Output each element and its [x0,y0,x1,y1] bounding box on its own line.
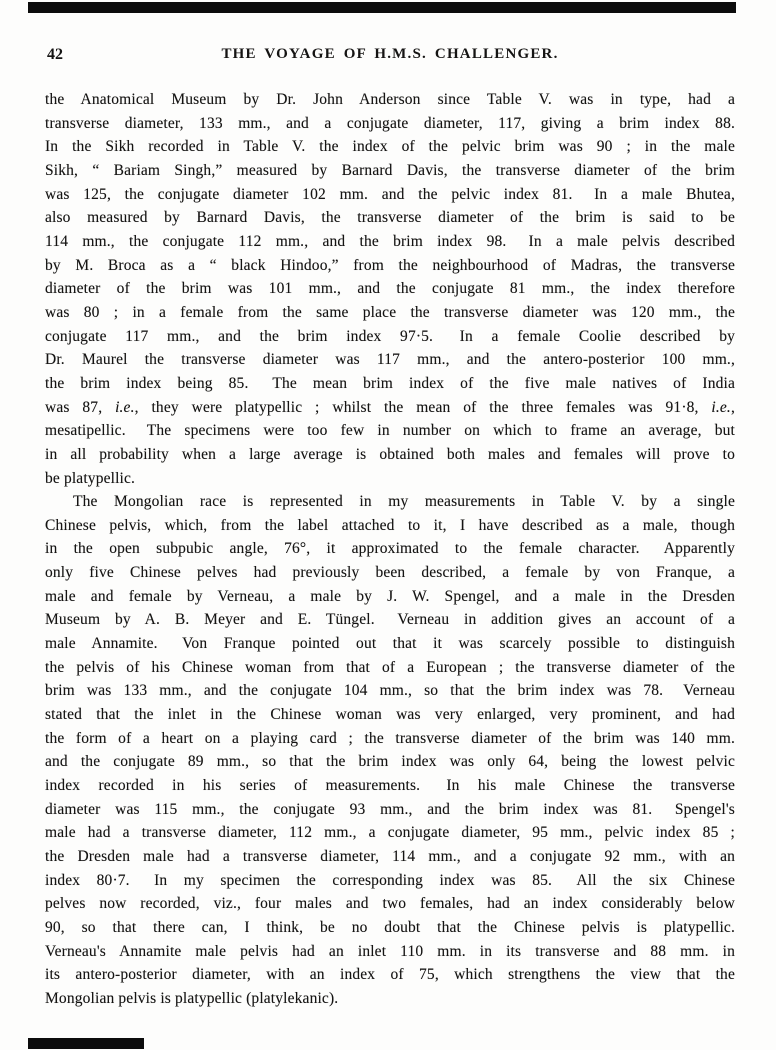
text-line: was 80 ; in a female from the same place the transverse diameter was 120 mm., the [45,303,735,321]
text-line: male Annamite. Von Franque pointed out that it was scarcely possible to distinguish [45,635,735,653]
text-line: 114 mm., the conjugate 112 mm., and the brim index 98. In a male pelvis described [45,232,735,250]
text-line: 90, so that there can, I think, be no doubt that the Chinese pelvis is platypellic. [45,918,735,936]
text-line: also measured by Barnard Davis, the transverse diameter of the brim is said to be [45,209,735,227]
text-line: and the conjugate 89 mm., so that the brim index was only 64, being the lowest pelvic [45,753,735,771]
text-line: in all probability when a large average is obtained both males and females will prove to [45,445,735,463]
text-line: Verneau's Annamite male pelvis had an inlet 110 mm. in its transverse and 88 mm. in [45,942,735,960]
text-line: Museum by A. B. Meyer and E. Tüngel. Verneau in addition gives an account of a [45,611,735,629]
text-line: Sikh, “ Bariam Singh,” measured by Barnard Davis, the transverse diameter of the brim [45,161,735,179]
text-line: index recorded in his series of measurements. In his male Chinese the transverse [45,777,735,795]
text-line: in the open subpubic angle, 76°, it approximated to the female character. Apparently [45,540,735,558]
text-line: the brim index being 85. The mean brim index of the five male natives of India [45,374,735,392]
text-line: diameter of the brim was 101 mm., and the conjugate 81 mm., the index therefore [45,280,735,298]
text-line: pelves now recorded, viz., four males and two females, had an index considerably below [45,895,735,913]
page-number: 42 [47,46,63,63]
text-line: In the Sikh recorded in Table V. the index of the pelvic brim was 90 ; in the male [45,138,735,156]
text-line: Dr. Maurel the transverse diameter was 117 mm., and the antero-posterior 100 mm., [45,351,735,369]
text-line: the form of a heart on a playing card ; the transverse diameter of the brim was 140 mm. [45,729,735,747]
page-header [45,46,735,64]
text-line: diameter was 115 mm., the conjugate 93 mm., and the brim index was 81. Spengel's [45,800,735,818]
text-line: mesatipellic. The specimens were too few in number on which to frame an average, but [45,422,735,440]
text-line: male and female by Verneau, a male by J. W. Spengel, and a male in the Dresden [45,587,735,605]
text-line: index 80·7. In my specimen the corresponding index was 85. All the six Chinese [45,871,735,889]
text-line: the pelvis of his Chinese woman from that of a European ; the transverse diameter of the [45,658,735,676]
text-line: Chinese pelvis, which, from the label attached to it, I have described as a male, though [45,516,735,534]
text-line: only five Chinese pelves had previously been described, a female by von Franque, a [45,564,735,582]
scan-artifact-bottom-bar [28,1038,144,1049]
text-line: was 125, the conjugate diameter 102 mm. and the pelvic index 81. In a male Bhutea, [45,185,735,203]
text-line: Mongolian pelvis is platypellic (platylekanic). [45,989,339,1007]
text-line: the Anatomical Museum by Dr. John Anderson since Table V. was in type, had a [45,91,735,108]
text-line: The Mongolian race is represented in my measurements in Table V. by a single [73,493,735,511]
text-line: be platypellic. [45,469,136,487]
text-line: brim was 133 mm., and the conjugate 104 mm., so that the brim index was 78. Verneau [45,682,735,700]
running-head: THE VOYAGE OF H.M.S. CHALLENGER. [221,46,559,62]
text-line: by M. Broca as a “ black Hindoo,” from the neighbourhood of Madras, the transverse [45,256,735,274]
scan-artifact-top-bar [28,2,736,13]
body-text [45,88,735,1011]
text-line: conjugate 117 mm., and the brim index 97·5. In a female Coolie described by [45,327,735,345]
text-line: transverse diameter, 133 mm., and a conjugate diameter, 117, giving a brim index 88. [45,114,735,132]
text-line: stated that the inlet in the Chinese woman was very enlarged, very prominent, and had [45,706,735,724]
text-line: its antero-posterior diameter, with an index of 75, which strengthens the view that the [45,966,735,984]
text-line: the Dresden male had a transverse diameter, 114 mm., and a conjugate 92 mm., with an [45,848,735,865]
text-line: was 87, i.e., they were platypellic ; whilst the mean of the three females was 91·8, i.e., [45,398,735,416]
text-line: male had a transverse diameter, 112 mm., a conjugate diameter, 95 mm., pelvic index 85 ; [45,824,735,842]
